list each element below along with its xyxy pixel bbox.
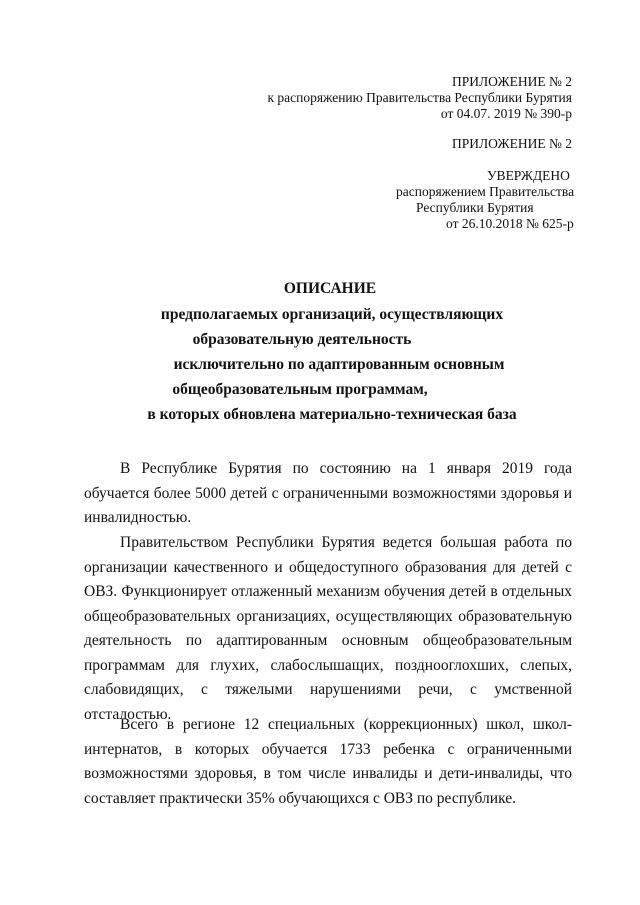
title-line-4: общеобразовательным программам, [172,381,428,398]
body-paragraph-3: Всего в регионе 12 специальных (коррекционных) школ, школ-интернатов, в которых обучается 1733 ребенка с ограниченными возможностями здоровья, в том числе инвалиды и дети-инвалиды, что составляет практически 35% обучающихся с ОВЗ по республике. [84,716,572,807]
body-paragraph-1: В Республике Бурятия по состоянию на 1 января 2019 года обучается более 5000 детей с ограниченными возможностями здоровья и инвалидностью. [84,460,572,526]
title-line-2: образовательную деятельность [192,331,412,348]
title-line-1: предполагаемых организаций, осуществляющих [160,306,504,323]
appendix-label: ПРИЛОЖЕНИЕ № 2 [451,74,572,89]
approval-heading: УВЕРЖДЕНО [487,168,570,183]
title-line-3: исключительно по адаптированным основным [173,356,505,373]
approval-date: от 26.10.2018 № 625-р [446,216,574,231]
appendix-order-date: от 04.07. 2019 № 390-р [440,106,572,121]
approval-republic: Республики Бурятия [416,200,534,215]
appendix-label-repeat: ПРИЛОЖЕНИЕ № 2 [451,136,572,151]
title-heading: ОПИСАНИЕ [283,280,377,297]
body-paragraph-2: Правительством Республики Бурятия ведется большая работа по организации качественного и общедоступного образования для детей с ОВЗ. Функционирует отлаженный механизм обучения детей в отдельных общеобразовательных организациях, осуществляющих образовательную деятельность по адаптированным основным общеобразовательным программам для глухих, слабослышащих, позднооглохших, слепых, слабовидящих, с тяжелыми нарушениями речи, с умственной отсталостью. [84,534,572,723]
approval-authority: распоряжением Правительства [396,184,575,199]
appendix-order-reference: к распоряжению Правительства Республики Бурятия [267,90,572,105]
title-line-5: в которых обновлена материально-техническая база [147,406,517,423]
